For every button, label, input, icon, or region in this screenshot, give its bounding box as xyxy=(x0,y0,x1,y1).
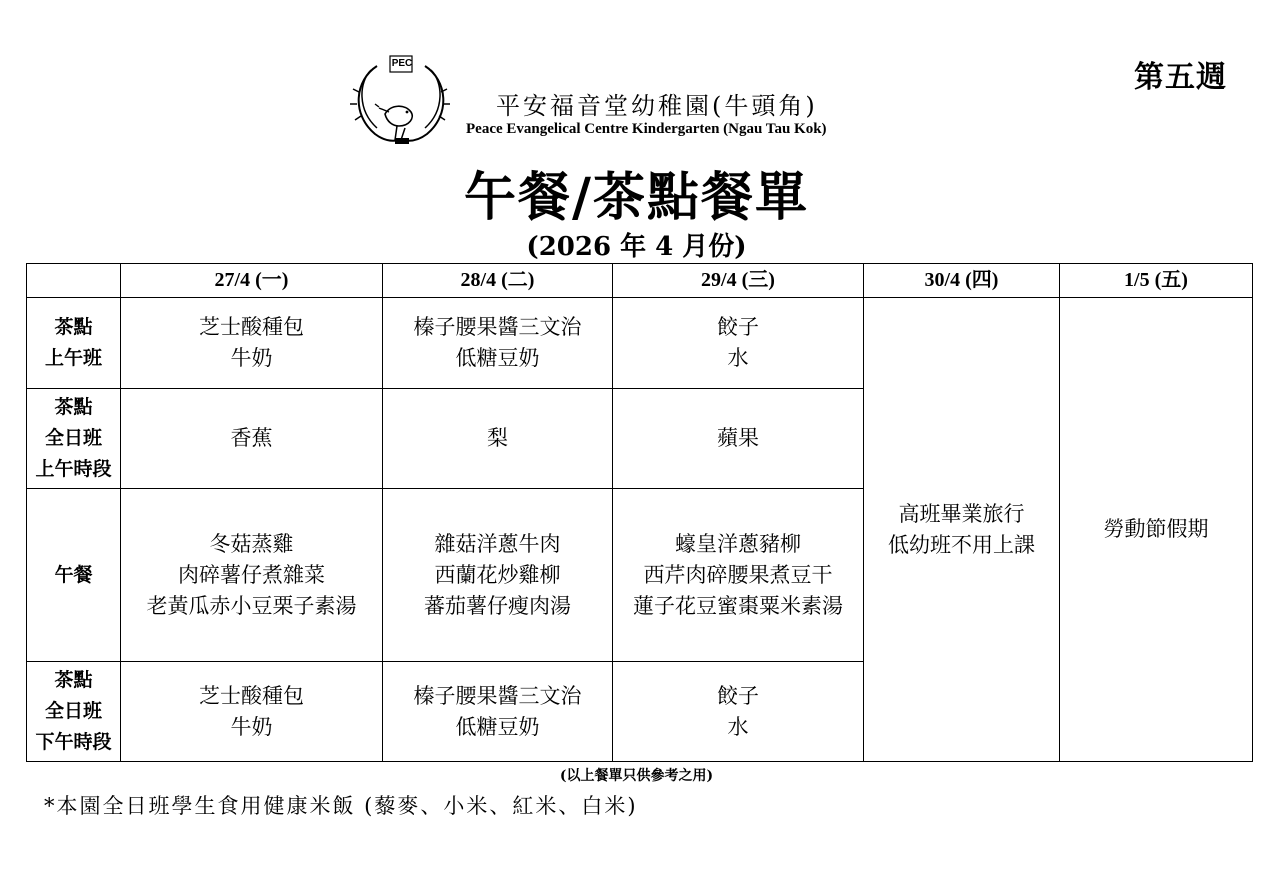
menu-cell xyxy=(121,489,383,662)
menu-cell xyxy=(121,662,383,762)
menu-item: 水 xyxy=(727,346,749,370)
rice-footnote: *本園全日班學生食用健康米飯 (藜麥、小米、紅米、白米) xyxy=(44,794,638,818)
menu-cell xyxy=(613,489,864,662)
menu-item: 水 xyxy=(727,714,749,739)
school-name-en: Peace Evangelical Centre Kindergarten (Ngau Tau Kok) xyxy=(466,121,827,137)
menu-item: 蘋果 xyxy=(717,426,759,450)
page-subtitle: (2026 年 4 月份) xyxy=(526,232,747,262)
menu-item: 低糖豆奶 xyxy=(455,714,540,739)
thursday-note-line: 低幼班不用上課 xyxy=(888,532,1035,557)
table-header-row xyxy=(27,264,1253,298)
week-label: 第五週 xyxy=(1134,60,1227,95)
row-label-line: 上午時段 xyxy=(35,458,112,480)
menu-cell xyxy=(613,662,864,762)
row-label-line: 上午班 xyxy=(44,347,102,369)
row-label-line: 全日班 xyxy=(44,700,102,722)
page-title: 午餐/茶點餐單 xyxy=(464,167,809,228)
menu-table xyxy=(26,263,1253,762)
day-header: 29/4 (三) xyxy=(613,264,864,298)
menu-cell xyxy=(613,298,864,389)
menu-item: 牛奶 xyxy=(230,714,273,739)
row-label-line: 午餐 xyxy=(54,563,93,586)
friday-note-cell xyxy=(1060,298,1253,762)
thursday-note-line: 高班畢業旅行 xyxy=(898,501,1025,526)
menu-item: 雜菇洋蔥牛肉 xyxy=(434,531,561,556)
header-corner xyxy=(27,264,121,298)
menu-cell xyxy=(383,489,613,662)
day-header: 27/4 (一) xyxy=(121,264,383,298)
thursday-note-cell xyxy=(864,298,1060,762)
menu-item: 西芹肉碎腰果煮豆干 xyxy=(643,562,833,587)
day-header: 30/4 (四) xyxy=(864,264,1060,298)
row-label xyxy=(27,298,121,389)
menu-item: 芝士酸種包 xyxy=(199,683,304,708)
menu-item: 餃子 xyxy=(717,315,759,339)
row-label-line: 茶點 xyxy=(54,396,93,418)
menu-item: 蓮子花豆蜜棗粟米素湯 xyxy=(633,593,843,618)
row-label xyxy=(27,389,121,489)
menu-item: 榛子腰果醬三文治 xyxy=(413,315,582,339)
logo-text: PEC xyxy=(391,58,413,69)
table-row xyxy=(27,298,1253,389)
day-header: 28/4 (二) xyxy=(383,264,613,298)
menu-cell xyxy=(121,298,383,389)
menu-item: 芝士酸種包 xyxy=(199,315,304,339)
menu-cell xyxy=(383,298,613,389)
menu-cell xyxy=(613,389,864,489)
menu-item: 冬菇蒸雞 xyxy=(209,531,294,556)
menu-cell xyxy=(383,389,613,489)
row-label xyxy=(27,489,121,662)
row-label xyxy=(27,662,121,762)
menu-item: 老黃瓜赤小豆栗子素湯 xyxy=(146,593,357,618)
menu-item: 低糖豆奶 xyxy=(455,346,540,370)
school-name-zh: 平安福音堂幼稚園(牛頭角) xyxy=(496,92,818,120)
friday-note-line: 勞動節假期 xyxy=(1103,517,1209,541)
menu-cell xyxy=(383,662,613,762)
day-header: 1/5 (五) xyxy=(1060,264,1253,298)
row-label-line: 全日班 xyxy=(44,427,102,449)
menu-item: 榛子腰果醬三文治 xyxy=(413,683,582,708)
menu-cell xyxy=(121,389,383,489)
menu-item: 肉碎薯仔煮雜菜 xyxy=(178,562,325,587)
menu-item: 餃子 xyxy=(717,683,759,708)
row-label-line: 茶點 xyxy=(54,316,93,338)
menu-item: 梨 xyxy=(487,426,508,450)
row-label-line: 茶點 xyxy=(54,669,93,691)
menu-item: 西蘭花炒雞柳 xyxy=(434,562,561,587)
row-label-line: 下午時段 xyxy=(35,731,112,753)
menu-item: 香蕉 xyxy=(230,426,273,450)
menu-item: 蠔皇洋蔥豬柳 xyxy=(675,531,801,556)
menu-item: 蕃茄薯仔瘦肉湯 xyxy=(424,593,571,618)
menu-item: 牛奶 xyxy=(230,346,273,370)
reference-note: (以上餐單只供參考之用) xyxy=(559,768,714,784)
